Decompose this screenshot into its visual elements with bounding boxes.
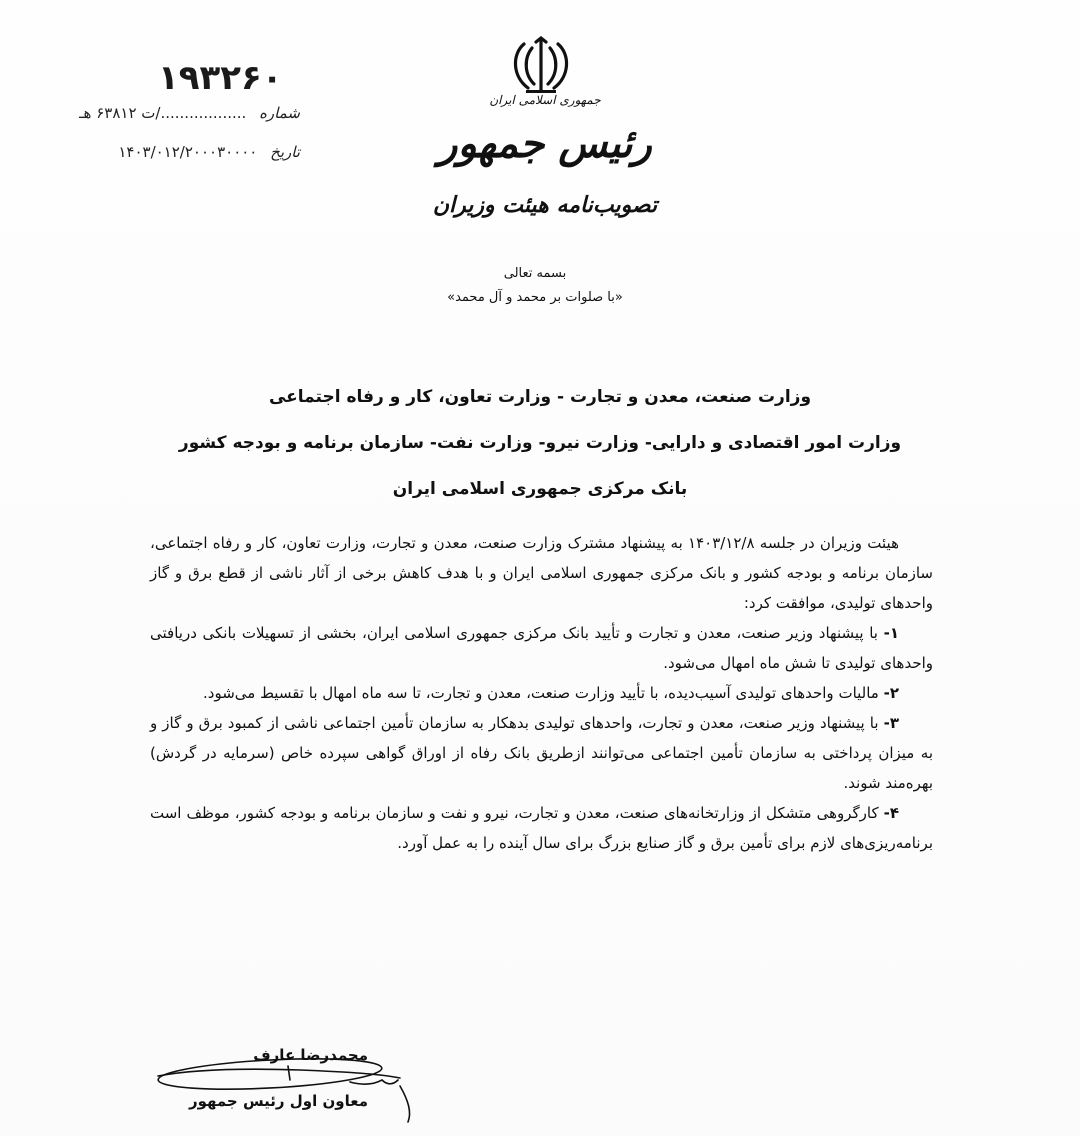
number-value: ..................‌/ت ۶۳۸۱۲ هـ — [79, 104, 247, 122]
signer-name: محمدرضا عارف — [253, 1046, 368, 1064]
decree-item-3 — [150, 708, 933, 798]
body-intro: هیئت وزیران در جلسه ۱۴۰۳/۱۲/۸ به پیشنهاد مشترک وزارت صنعت، معدن و تجارت، وزارت تعاون، کار و رفاه اجتماعی، سازمان برنامه و بودجه کشور و بانک مرکزی جمهوری اسلامی ایران و با هدف کاهش برخی از آثار ناشی از قطع برق و گاز واحدهای تولیدی، موافقت کرد: — [150, 534, 933, 612]
item-text: با پیشنهاد وزیر صنعت، معدن و تجارت، واحدهای تولیدی بدهکار به سازمان تأمین اجتماعی ناشی از کمبود برق و گاز و به میزان پرداختی به سازمان تأمین اجتماعی می‌توانند ازطریق بانک رفاه از اوراق گواهی سپرده خاص (سرمایه در گردش) بهره‌مند شوند. — [150, 714, 933, 792]
recipient-line: وزارت امور اقتصادی و دارایی- وزارت نیرو- وزارت نفت- سازمان برنامه و بودجه کشور — [178, 433, 902, 453]
date-label: تاریخ — [270, 143, 300, 161]
emblem-caption: جمهوری اسلامی ایران — [489, 93, 601, 107]
number-label: شماره — [259, 104, 300, 122]
decree-item-1 — [150, 618, 933, 678]
national-emblem-icon — [506, 36, 576, 96]
recipient-line: بانک مرکزی جمهوری اسلامی ایران — [392, 479, 688, 499]
registration-number: ۱۹۳۲۶۰ — [158, 58, 283, 98]
date-value: ۱۴۰۳/۰۱۲/۲۰۰۰۳۰۰۰۰ — [118, 143, 258, 161]
item-number: ۳- — [883, 714, 899, 732]
recipient-line: وزارت صنعت، معدن و تجارت - وزارت تعاون، کار و رفاه اجتماعی — [268, 387, 812, 407]
item-number: ۱- — [883, 624, 899, 642]
item-text: مالیات واحدهای تولیدی آسیب‌دیده، با تأیید وزارت صنعت، معدن و تجارت، تا سه ماه امهال با تقسیط می‌شود. — [203, 684, 884, 702]
decree-item-4 — [150, 798, 933, 858]
decree-item-2 — [150, 678, 933, 708]
invocation-line-1: بسمه تعالی — [503, 266, 567, 281]
document-type: تصویب‌نامه هیئت وزیران — [432, 192, 658, 218]
signer-title: معاون اول رئیس جمهور — [188, 1092, 368, 1110]
document-date-row — [120, 143, 300, 161]
office-title: رئیس جمهور — [438, 120, 652, 167]
item-number: ۲- — [883, 684, 899, 702]
recipients-block — [150, 374, 930, 512]
invocation-line-2: «با صلوات بر محمد و آل محمد» — [447, 290, 623, 305]
document-number-row — [30, 104, 300, 122]
item-text: کارگروهی متشکل از وزارتخانه‌های صنعت، معدن و تجارت، نیرو و نفت و سازمان برنامه و بودجه کشور، موظف است برنامه‌ریزی‌های لازم برای تأمین برق و گاز صنایع بزرگ برای سال آینده را به عمل آورد. — [150, 804, 933, 852]
item-number: ۴- — [883, 804, 899, 822]
item-text: با پیشنهاد وزیر صنعت، معدن و تجارت و تأیید بانک مرکزی جمهوری اسلامی ایران، بخشی از تسهیلات بانکی دریافتی واحدهای تولیدی تا شش ماه امهال می‌شود. — [150, 624, 933, 672]
decree-body — [150, 528, 933, 858]
invocation — [380, 262, 690, 310]
